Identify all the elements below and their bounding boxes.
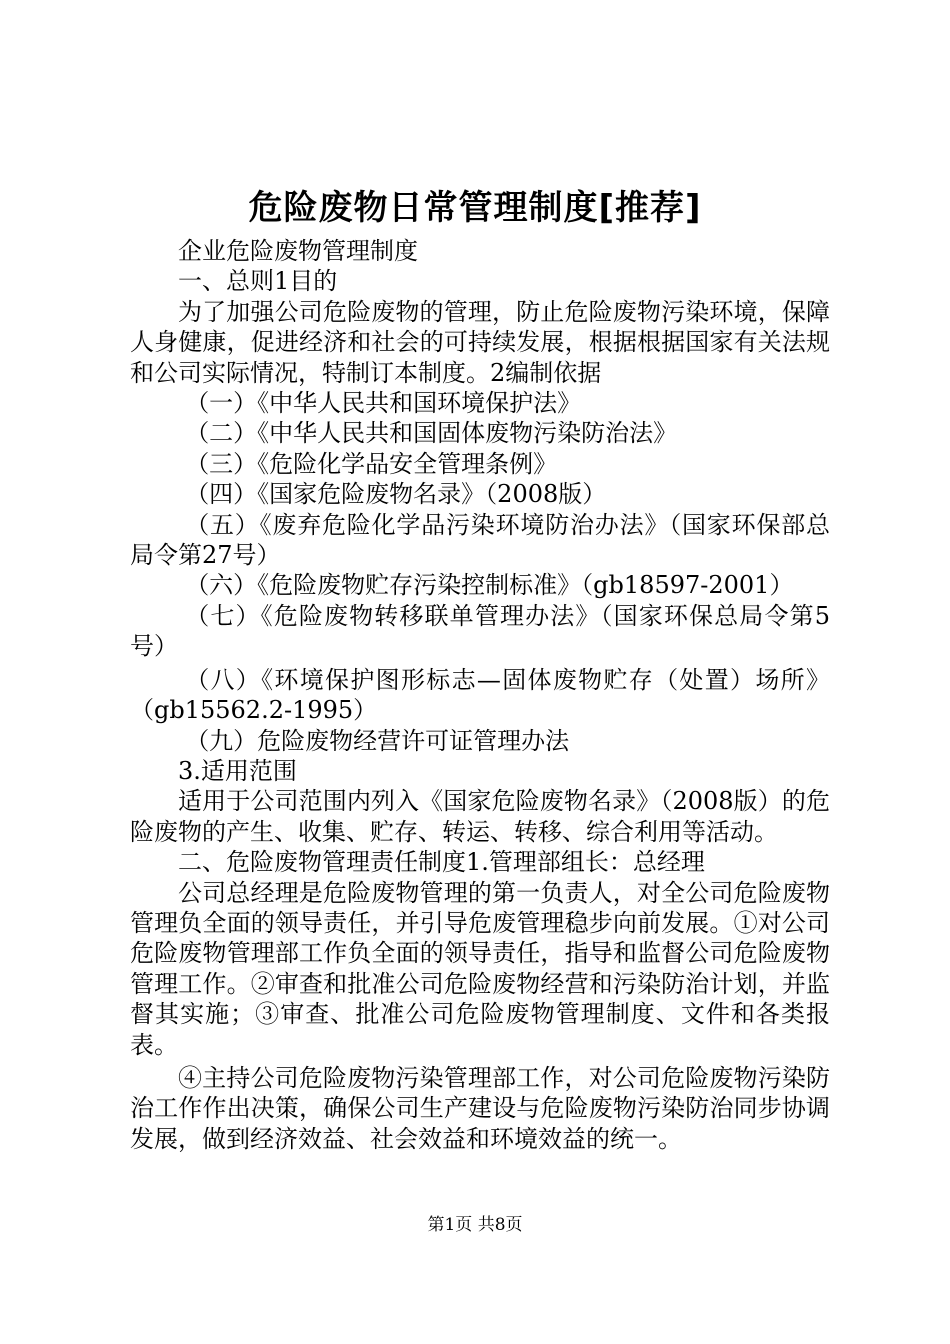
document-title: 危险废物日常管理制度[推荐] [248,188,702,228]
paragraph-responsibility-4: ④主持公司危险废物污染管理部工作，对公司危险废物污染防治工作作出决策，确保公司生产建设与危险废物污染防治同步协调发展，做到经济效益、社会效益和环境效益的统一。 [130,1063,830,1153]
list-item-basis-8: （八）《环境保护图形标志—固体废物贮存（处置）场所》（gb15562.2-1995） [130,665,830,725]
document-body [130,236,830,1154]
list-item-basis-6: （六）《危险废物贮存污染控制标准》（gb18597-2001） [185,571,794,600]
list-item-basis-3: （三）《危险化学品安全管理条例》 [185,449,558,478]
list-item-basis-5: （五）《废弃危险化学品污染环境防治办法》（国家环保部总局令第27号） [130,510,830,570]
list-item-basis-4: （四）《国家危险废物名录》（2008版） [185,480,607,509]
paragraph-scope: 适用于公司范围内列入《国家危险废物名录》（2008版）的危险废物的产生、收集、贮存、转运、转移、综合利用等活动。 [130,787,830,846]
paragraph-purpose: 为了加强公司危险废物的管理，防止危险废物污染环境，保障人身健康，促进经济和社会的可持续发展，根据根据国家有关法规和公司实际情况，特制订本制度。2编制依据 [130,297,830,387]
list-item-basis-1: （一）《中华人民共和国环境保护法》 [185,389,582,418]
paragraph-section-2-heading: 二、危险废物管理责任制度1.管理部组长：总经理 [178,848,705,877]
list-item-basis-2: （二）《中华人民共和国固体废物污染防治法》 [185,419,678,448]
paragraph-scope-heading: 3.适用范围 [178,756,297,785]
list-item-basis-9: （九）危险废物经营许可证管理办法 [185,726,570,755]
paragraph-subtitle: 企业危险废物管理制度 [178,237,418,265]
page-footer: 第1页 共8页 [427,1215,523,1235]
paragraph-responsibility: 公司总经理是危险废物管理的第一负责人，对全公司危险废物管理负全面的领导责任，并引导危废管理稳步向前发展。①对公司危险废物管理部工作负全面的领导责任，指导和监督公司危险废物管理工作。②审查和批准公司危险废物经营和污染防治计划，并监督其实施；③审查、批准公司危险废物管理制度、文件和各类报表。 [130,878,830,1059]
paragraph-section-1-heading: 一、总则1目的 [178,267,338,296]
list-item-basis-7: （七）《危险废物转移联单管理办法》（国家环保总局令第5号） [130,601,830,661]
